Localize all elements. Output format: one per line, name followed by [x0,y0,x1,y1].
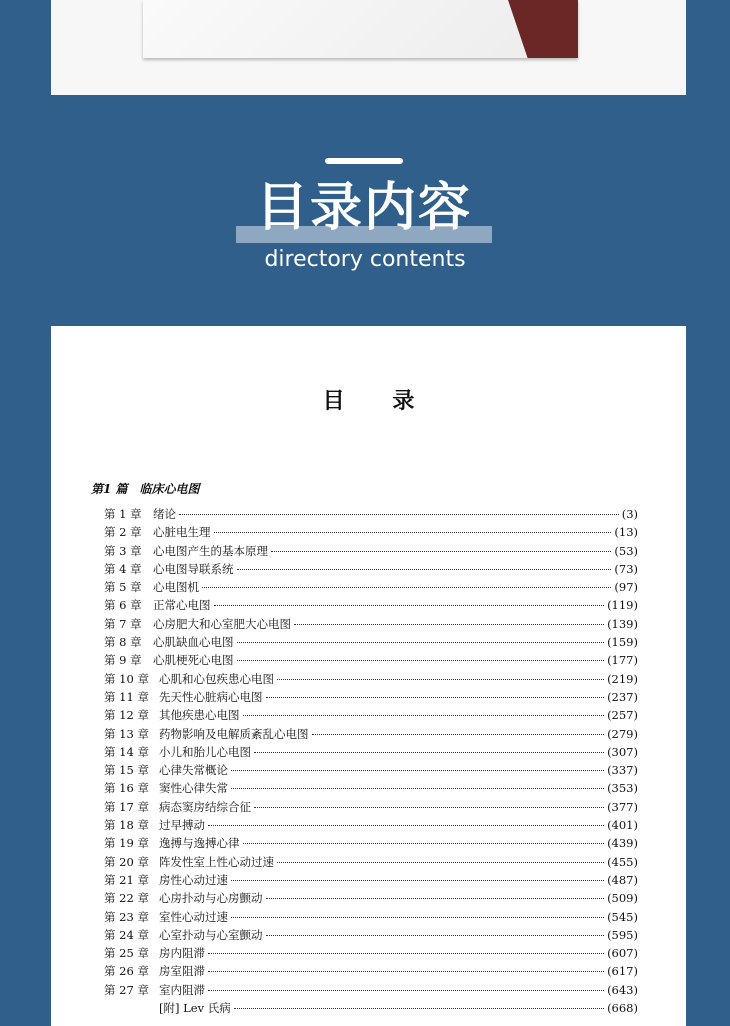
chapter-number: 第 26 章 [104,964,149,979]
leader-dots [231,788,604,789]
part-heading: 第1 篇 临床心电图 [91,482,200,496]
chapter-number: 第 6 章 [104,598,142,613]
toc-row [104,817,638,835]
toc-row [104,780,638,798]
page-number: (545) [607,909,638,924]
chapter-title: 心脏电生理 [153,525,211,540]
page-number: (487) [607,872,638,887]
page-number: (617) [607,964,638,979]
toc-row [104,963,638,981]
page-number: (668) [607,1001,638,1016]
toc-page [51,326,686,1026]
chapter-number: 第 9 章 [104,653,142,668]
page-number: (119) [607,598,638,613]
page-number: (643) [607,982,638,997]
leader-dots [266,898,605,899]
page-number: (279) [607,726,638,741]
leader-dots [208,953,604,954]
chapter-title: 阵发性室上性心动过速 [159,854,274,869]
book-cover-image [143,0,578,58]
toc-row [104,762,638,780]
toc-list [104,506,638,1018]
page-number: (455) [607,854,638,869]
leader-dots [254,807,604,808]
chapter-number: 第 15 章 [104,763,149,778]
chapter-number: 第 19 章 [104,836,149,851]
page-number: (377) [607,799,638,814]
page-number: (219) [607,671,638,686]
page-number: (73) [614,561,638,576]
page-number: (307) [607,744,638,759]
chapter-title: 窦性心律失常 [159,781,228,796]
chapter-title: 心电图产生的基本原理 [153,543,268,558]
chapter-title: 房室阻滞 [159,964,205,979]
toc-row [104,945,638,963]
chapter-number: 第 12 章 [104,708,149,723]
toc-row [104,597,638,615]
chapter-title: 心室扑动与心室颤动 [159,927,263,942]
toc-title: 目 录 [322,389,415,414]
leader-dots [243,843,605,844]
chapter-number: 第 5 章 [104,580,142,595]
leader-dots [208,825,604,826]
chapter-title: 房性心动过速 [159,872,228,887]
chapter-title: 心电图导联系统 [153,561,234,576]
chapter-number: 第 17 章 [104,799,149,814]
chapter-number: 第 27 章 [104,982,149,997]
chapter-title: 心房扑动与心房颤动 [159,891,263,906]
chapter-number: 第 2 章 [104,525,142,540]
toc-row [104,506,638,524]
leader-dots [271,551,611,552]
page-number: (139) [607,616,638,631]
toc-row [104,835,638,853]
leader-dots [179,514,619,515]
leader-dots [294,624,604,625]
leader-dots [234,1008,604,1009]
leader-dots [243,715,605,716]
toc-row [104,634,638,652]
page-number: (159) [607,635,638,650]
chapter-number: 第 1 章 [104,507,142,521]
book-preview-panel [51,0,686,95]
chapter-number: 第 23 章 [104,909,149,924]
leader-dots [231,917,604,918]
chapter-title: 心电图机 [153,580,199,595]
chapter-title: 心肌缺血心电图 [153,635,234,650]
chapter-number: 第 13 章 [104,726,149,741]
chapter-number: 第 10 章 [104,671,149,686]
chapter-number: 第 16 章 [104,781,149,796]
page-number: (97) [614,580,638,595]
chapter-number: 第 22 章 [104,891,149,906]
toc-row [104,579,638,597]
chapter-number: 第 8 章 [104,635,142,650]
toc-row [104,616,638,634]
chapter-title: 其他疾患心电图 [159,708,240,723]
chapter-title: 绪论 [153,507,176,521]
chapter-title: 过早搏动 [159,818,205,833]
toc-row [104,927,638,945]
chapter-title: 逸搏与逸搏心律 [159,836,240,851]
toc-row [104,982,638,1000]
toc-row [104,561,638,579]
page-number: (595) [607,927,638,942]
leader-dots [237,660,605,661]
chapter-number: 第 14 章 [104,744,149,759]
page-number: (237) [607,689,638,704]
toc-row [104,890,638,908]
appendix-title: [附] Lev 氏病 [159,1001,231,1016]
leader-dots [214,532,612,533]
page-number: (257) [607,708,638,723]
chapter-number: 第 20 章 [104,854,149,869]
page-number: (53) [614,543,638,558]
page-number: (509) [607,891,638,906]
chapter-number: 第 3 章 [104,543,142,558]
leader-dots [254,752,604,753]
chapter-title: 先天性心脏病心电图 [159,689,263,704]
page-number: (177) [607,653,638,668]
leader-dots [202,587,611,588]
chapter-title: 药物影响及电解质紊乱心电图 [159,726,309,741]
leader-dots [231,770,604,771]
chapter-title: 小儿和胎儿心电图 [159,744,251,759]
decorative-bar [325,158,403,164]
chapter-number: 第 24 章 [104,927,149,942]
chapter-title: 室内阻滞 [159,982,205,997]
leader-dots [208,971,604,972]
chapter-title: 房内阻滞 [159,946,205,961]
book-spine [508,0,578,58]
leader-dots [266,697,605,698]
toc-row [104,799,638,817]
chapter-title: 心律失常概论 [159,763,228,778]
leader-dots [214,605,605,606]
toc-row [104,744,638,762]
leader-dots [237,569,612,570]
leader-dots [208,990,604,991]
toc-row [104,671,638,689]
toc-row [104,726,638,744]
toc-row [104,689,638,707]
chapter-number: 第 25 章 [104,946,149,961]
page-number: (353) [607,781,638,796]
toc-row [104,872,638,890]
leader-dots [231,880,604,881]
leader-dots [312,734,605,735]
toc-row [104,854,638,872]
chapter-title: 正常心电图 [153,598,211,613]
chapter-number: 第 21 章 [104,872,149,887]
section-title: 目录内容 [255,178,472,238]
chapter-title: 心肌和心包疾患心电图 [159,671,274,686]
chapter-number: 第 4 章 [104,561,142,576]
chapter-number: 第 11 章 [104,689,149,704]
leader-dots [277,679,604,680]
leader-dots [277,862,604,863]
page-number: (3) [621,507,638,521]
leader-dots [237,642,605,643]
toc-row [104,909,638,927]
toc-row [104,524,638,542]
toc-row [104,543,638,561]
page-number: (439) [607,836,638,851]
toc-row [104,652,638,670]
page-number: (337) [607,763,638,778]
page-number: (607) [607,946,638,961]
page-number: (13) [614,525,638,540]
page-number: (401) [607,818,638,833]
chapter-title: 病态窦房结综合征 [159,799,251,814]
chapter-title: 室性心动过速 [159,909,228,924]
chapter-number: 第 7 章 [104,616,142,631]
leader-dots [266,935,605,936]
chapter-number: 第 18 章 [104,818,149,833]
chapter-title: 心房肥大和心室肥大心电图 [153,616,291,631]
section-subtitle: directory contents [264,247,466,272]
chapter-title: 心肌梗死心电图 [153,653,234,668]
toc-row [104,707,638,725]
